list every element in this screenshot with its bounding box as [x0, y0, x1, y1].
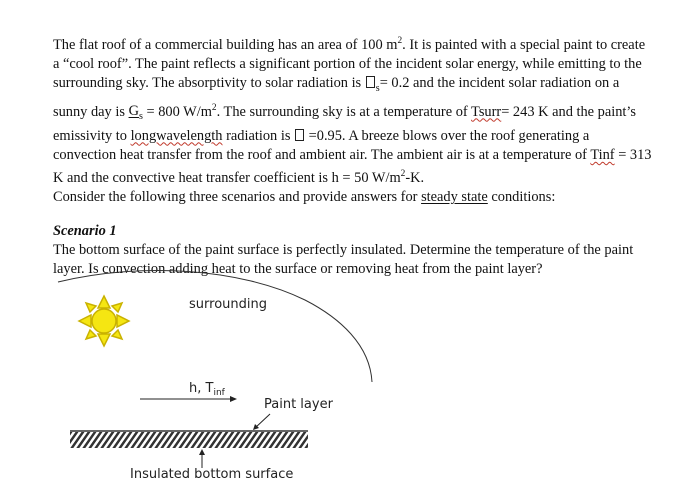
tsurr-symbol: Tsurr: [471, 103, 502, 120]
text-segment: =0.95. A breeze blows over the roof generating a convection heat transfer from the roof and ambient air. The ambient air is at a temperature of: [53, 127, 591, 163]
h-tinf-label: h, $T_{inf}$: [189, 381, 225, 398]
longwavelength-word: longwavelength: [130, 127, 223, 144]
surrounding-label: surrounding: [189, 297, 267, 312]
scenario-title: Scenario 1: [53, 222, 117, 239]
text-segment: = 0.2 and the incident solar radiation on a sunny day is: [53, 75, 620, 120]
tinf-symbol: Tinf: [590, 146, 615, 163]
text-segment: . It is painted with a special paint to create a “cool roof”. The paint reflects a significant portion of the incident solar energy, while emitting to the surrounding sky. The absorptivity to solar radiation is: [53, 36, 646, 92]
text-segment: = 313 K and the convective heat transfer coefficient is h = 50 W/m: [53, 146, 652, 186]
text-segment: The flat roof of a commercial building has an area of 100 m: [53, 36, 398, 53]
problem-statement: The flat roof of a commercial building has an area of 100 $m^2$. It is painted with a special paint to create a “cool roof”. The paint reflects a significant portion of the incident solar energy, while emitting to the surrounding sky. The absorptivity to solar radiation is $_s$= 0.2 and the incident solar radiation on a sunny day is $G_s = 800$ $W/m^2$. The surrounding sky is at a temperature of Tsurr= 243 K and the paint’s emissivity to longwavelength radiation is =0.95. A breeze blows over the roof generating a convection heat transfer from the roof and ambient air. The ambient air is at a temperature of Tinf = 313 K and the convective heat transfer coefficient is h = 50 $W/m^2-K$.: [53, 36, 652, 186]
paint-layer-pointer: [253, 414, 270, 430]
insulated-pointer: [199, 449, 205, 468]
insulated-label: Insulated bottom surface: [130, 467, 294, 482]
text-segment: -K.: [405, 169, 425, 186]
consider-line: Consider the following three scenarios and provide answers for steady state conditions:: [53, 189, 556, 206]
gs-symbol: $G_s$: [128, 103, 143, 123]
roof-surface-hatch: [70, 432, 308, 448]
scenario-text: The bottom surface of the paint surface is perfectly insulated. Determine the temperature of the paint layer. Is convection adding heat to the surface or removing heat from the paint layer?: [53, 241, 634, 278]
paint-layer-label: Paint layer: [264, 397, 333, 412]
text-segment: = 243 K and the paint’s emissivity to: [53, 103, 637, 144]
superscript: 2: [397, 36, 403, 46]
superscript: 2: [400, 169, 406, 180]
steady-state-text: steady state: [421, 189, 488, 206]
text-segment: radiation is: [222, 127, 295, 144]
text-segment: . The surrounding sky is at a temperature of: [216, 103, 472, 120]
text-segment: = 800 W/m: [142, 103, 212, 120]
sun-icon: [79, 296, 129, 346]
superscript: 2: [211, 102, 217, 113]
